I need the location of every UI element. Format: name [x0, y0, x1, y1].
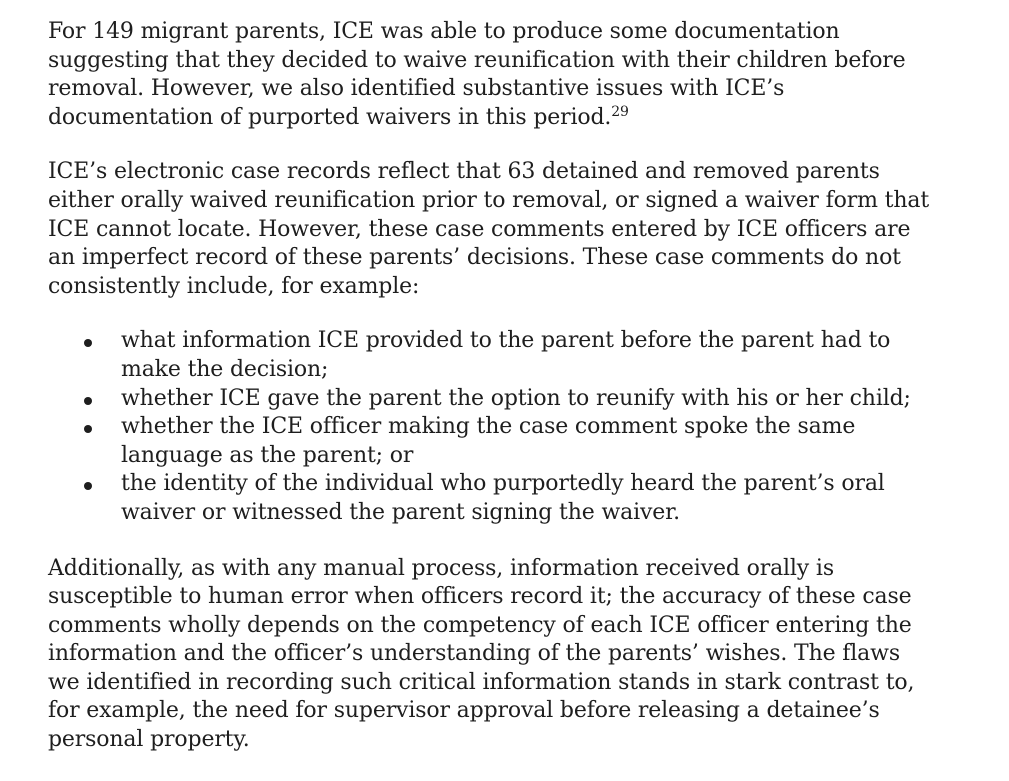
text-line: either orally waived reunification prior to removal, or signed a waiver form that	[48, 187, 930, 213]
paragraph-manual-process	[48, 555, 993, 755]
text-line: we identified in recording such critical information stands in stark contrast to,	[48, 669, 915, 695]
footnote-marker: 29	[611, 103, 629, 120]
text-line: susceptible to human error when officers record it; the accuracy of these case	[48, 584, 912, 610]
bullet-item	[81, 413, 993, 470]
text-line: waiver or witnessed the parent signing the waiver.	[121, 499, 680, 525]
bullet-dot-icon	[84, 339, 92, 347]
text-line: Additionally, as with any manual process, information received orally is	[48, 555, 834, 581]
bullet-dot-icon	[84, 482, 92, 490]
paragraph-waiver-documentation	[48, 18, 993, 132]
text-line: ICE cannot locate. However, these case comments entered by ICE officers are	[48, 216, 911, 242]
bullet-item	[81, 327, 993, 384]
text-line: consistently include, for example:	[48, 273, 420, 299]
text-line: comments wholly depends on the competency of each ICE officer entering the	[48, 612, 912, 638]
text-line: removal. However, we also identified substantive issues with ICE’s	[48, 76, 785, 102]
document-page	[48, 18, 993, 781]
bullet-item	[81, 385, 993, 414]
text-line: suggesting that they decided to waive reunification with their children before	[48, 47, 906, 73]
text-line: for example, the need for supervisor approval before releasing a detainee’s	[48, 698, 880, 724]
text-line: whether ICE gave the parent the option to reunify with his or her child;	[121, 385, 911, 411]
text-line-content: documentation of purported waivers in this period.	[48, 104, 612, 130]
bullet-dot-icon	[84, 425, 92, 433]
text-line: personal property.	[48, 727, 250, 753]
text-line: For 149 migrant parents, ICE was able to produce some documentation	[48, 19, 840, 44]
bullet-item	[81, 470, 993, 527]
paragraph-electronic-records	[48, 158, 993, 301]
text-line: language as the parent; or	[121, 442, 414, 468]
text-line: information and the officer’s understanding of the parents’ wishes. The flaws	[48, 641, 900, 667]
bullet-list	[48, 327, 993, 527]
text-line: an imperfect record of these parents’ decisions. These case comments do not	[48, 245, 901, 271]
text-line: whether the ICE officer making the case comment spoke the same	[121, 414, 856, 440]
text-line	[48, 104, 993, 133]
bullet-dot-icon	[84, 397, 92, 405]
text-line: the identity of the individual who purportedly heard the parent’s oral	[121, 471, 885, 497]
text-line: make the decision;	[121, 356, 329, 382]
text-line: what information ICE provided to the parent before the parent had to	[121, 328, 891, 354]
text-line: ICE’s electronic case records reflect that 63 detained and removed parents	[48, 159, 880, 185]
